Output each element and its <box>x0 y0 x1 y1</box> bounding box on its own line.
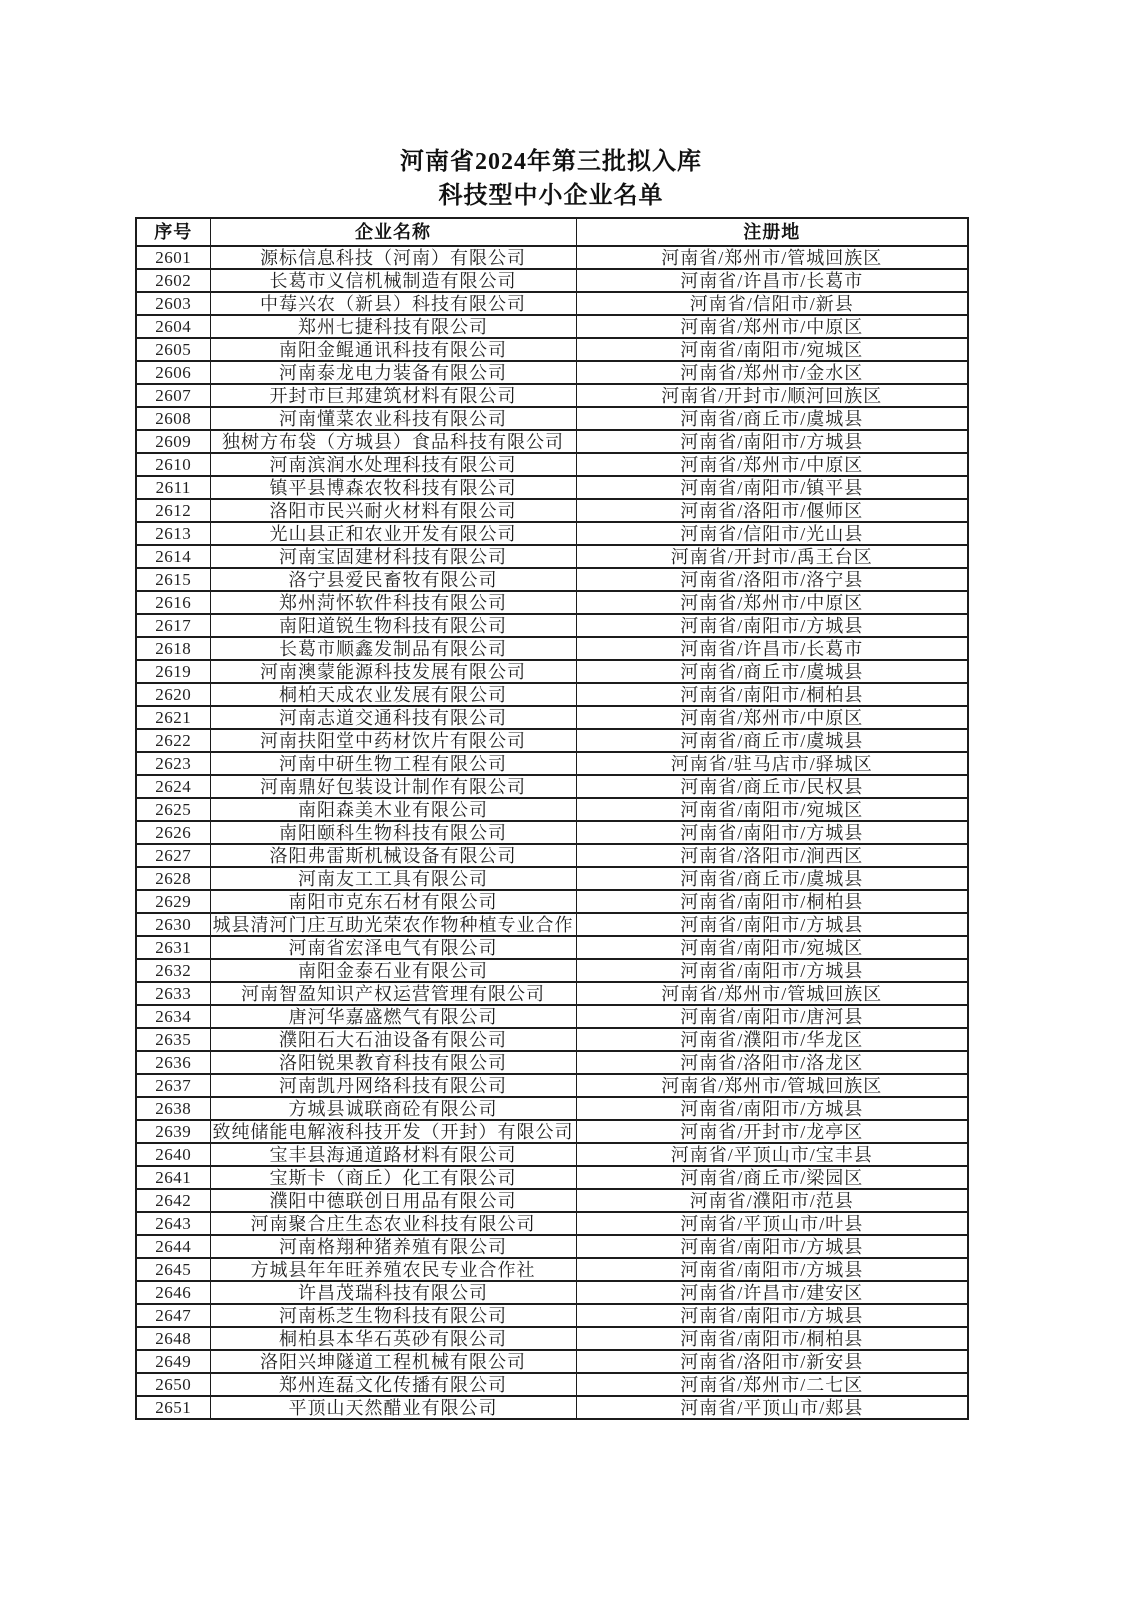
serial-cell: 2616 <box>136 591 210 614</box>
registration-cell: 河南省/开封市/顺河回族区 <box>576 384 968 407</box>
registration-cell: 河南省/濮阳市/华龙区 <box>576 1028 968 1051</box>
table-row <box>136 1051 968 1074</box>
company-name-cell: 南阳颐科生物科技有限公司 <box>210 821 576 844</box>
table-row <box>136 315 968 338</box>
table-row <box>136 821 968 844</box>
table-row <box>136 614 968 637</box>
table-row <box>136 1120 968 1143</box>
table-row <box>136 246 968 269</box>
company-name-cell: 源标信息科技（河南）有限公司 <box>210 246 576 269</box>
company-name-cell: 洛阳锐果教育科技有限公司 <box>210 1051 576 1074</box>
serial-cell: 2623 <box>136 752 210 775</box>
header-registration: 注册地 <box>576 218 968 246</box>
serial-cell: 2649 <box>136 1350 210 1373</box>
registration-cell: 河南省/南阳市/宛城区 <box>576 936 968 959</box>
company-name-cell: 南阳市克东石材有限公司 <box>210 890 576 913</box>
serial-cell: 2646 <box>136 1281 210 1304</box>
registration-cell: 河南省/商丘市/虞城县 <box>576 729 968 752</box>
serial-cell: 2610 <box>136 453 210 476</box>
serial-cell: 2615 <box>136 568 210 591</box>
table-header-row <box>136 218 968 246</box>
table-row <box>136 936 968 959</box>
company-name-cell: 开封市巨邦建筑材料有限公司 <box>210 384 576 407</box>
company-name-cell: 濮阳中德联创日用品有限公司 <box>210 1189 576 1212</box>
company-name-cell: 南阳金泰石业有限公司 <box>210 959 576 982</box>
serial-cell: 2622 <box>136 729 210 752</box>
title-line-1: 河南省2024年第三批拟入库 <box>400 149 702 175</box>
company-name-cell: 河南聚合庄生态农业科技有限公司 <box>210 1212 576 1235</box>
serial-cell: 2613 <box>136 522 210 545</box>
registration-cell: 河南省/南阳市/方城县 <box>576 1097 968 1120</box>
company-name-cell: 河南扶阳堂中药材饮片有限公司 <box>210 729 576 752</box>
table-row <box>136 522 968 545</box>
table-row <box>136 453 968 476</box>
company-name-cell: 郑州连磊文化传播有限公司 <box>210 1373 576 1396</box>
table-row <box>136 1143 968 1166</box>
serial-cell: 2605 <box>136 338 210 361</box>
table-row <box>136 430 968 453</box>
table-row <box>136 545 968 568</box>
registration-cell: 河南省/平顶山市/郏县 <box>576 1396 968 1419</box>
registration-cell: 河南省/南阳市/方城县 <box>576 821 968 844</box>
company-name-cell: 光山县正和农业开发有限公司 <box>210 522 576 545</box>
registration-cell: 河南省/洛阳市/洛龙区 <box>576 1051 968 1074</box>
table-row <box>136 1074 968 1097</box>
company-name-cell: 濮阳石大石油设备有限公司 <box>210 1028 576 1051</box>
serial-cell: 2643 <box>136 1212 210 1235</box>
table-row <box>136 1097 968 1120</box>
table-row <box>136 1212 968 1235</box>
table-row <box>136 1304 968 1327</box>
serial-cell: 2625 <box>136 798 210 821</box>
company-name-cell: 城县清河门庄互助光荣农作物种植专业合作 <box>210 913 576 936</box>
table-row <box>136 1028 968 1051</box>
company-name-cell: 河南泰龙电力装备有限公司 <box>210 361 576 384</box>
registration-cell: 河南省/郑州市/管城回族区 <box>576 982 968 1005</box>
registration-cell: 河南省/洛阳市/洛宁县 <box>576 568 968 591</box>
table-row <box>136 476 968 499</box>
serial-cell: 2612 <box>136 499 210 522</box>
table-row <box>136 1189 968 1212</box>
registration-cell: 河南省/南阳市/方城县 <box>576 614 968 637</box>
company-name-cell: 长葛市义信机械制造有限公司 <box>210 269 576 292</box>
serial-cell: 2606 <box>136 361 210 384</box>
company-name-cell: 洛阳弗雷斯机械设备有限公司 <box>210 844 576 867</box>
registration-cell: 河南省/平顶山市/宝丰县 <box>576 1143 968 1166</box>
company-name-cell: 桐柏县本华石英砂有限公司 <box>210 1327 576 1350</box>
company-name-cell: 宝丰县海通道路材料有限公司 <box>210 1143 576 1166</box>
company-table-body <box>136 246 968 1419</box>
registration-cell: 河南省/南阳市/桐柏县 <box>576 890 968 913</box>
table-row <box>136 292 968 315</box>
serial-cell: 2629 <box>136 890 210 913</box>
company-name-cell: 河南省宏泽电气有限公司 <box>210 936 576 959</box>
table-row <box>136 775 968 798</box>
registration-cell: 河南省/驻马店市/驿城区 <box>576 752 968 775</box>
registration-cell: 河南省/商丘市/梁园区 <box>576 1166 968 1189</box>
registration-cell: 河南省/许昌市/长葛市 <box>576 637 968 660</box>
table-row <box>136 1005 968 1028</box>
registration-cell: 河南省/洛阳市/偃师区 <box>576 499 968 522</box>
registration-cell: 河南省/南阳市/方城县 <box>576 959 968 982</box>
serial-cell: 2632 <box>136 959 210 982</box>
company-name-cell: 宝斯卡（商丘）化工有限公司 <box>210 1166 576 1189</box>
registration-cell: 河南省/许昌市/建安区 <box>576 1281 968 1304</box>
company-name-cell: 河南滨润水处理科技有限公司 <box>210 453 576 476</box>
table-row <box>136 361 968 384</box>
registration-cell: 河南省/南阳市/方城县 <box>576 1235 968 1258</box>
registration-cell: 河南省/商丘市/虞城县 <box>576 407 968 430</box>
document-page <box>135 0 967 1420</box>
registration-cell: 河南省/信阳市/新县 <box>576 292 968 315</box>
company-name-cell: 河南澳蒙能源科技发展有限公司 <box>210 660 576 683</box>
table-row <box>136 752 968 775</box>
registration-cell: 河南省/郑州市/二七区 <box>576 1373 968 1396</box>
registration-cell: 河南省/郑州市/金水区 <box>576 361 968 384</box>
table-row <box>136 1327 968 1350</box>
serial-cell: 2618 <box>136 637 210 660</box>
table-row <box>136 844 968 867</box>
serial-cell: 2603 <box>136 292 210 315</box>
table-row <box>136 660 968 683</box>
serial-cell: 2609 <box>136 430 210 453</box>
company-name-cell: 河南格翔种猪养殖有限公司 <box>210 1235 576 1258</box>
serial-cell: 2631 <box>136 936 210 959</box>
registration-cell: 河南省/郑州市/中原区 <box>576 453 968 476</box>
serial-cell: 2620 <box>136 683 210 706</box>
serial-cell: 2628 <box>136 867 210 890</box>
serial-cell: 2641 <box>136 1166 210 1189</box>
company-name-cell: 洛阳市民兴耐火材料有限公司 <box>210 499 576 522</box>
registration-cell: 河南省/南阳市/方城县 <box>576 1258 968 1281</box>
company-name-cell: 河南智盈知识产权运营管理有限公司 <box>210 982 576 1005</box>
company-name-cell: 河南懂菜农业科技有限公司 <box>210 407 576 430</box>
company-name-cell: 洛阳兴坤隧道工程机械有限公司 <box>210 1350 576 1373</box>
table-row <box>136 798 968 821</box>
table-row <box>136 499 968 522</box>
company-name-cell: 河南宝固建材科技有限公司 <box>210 545 576 568</box>
table-row <box>136 1235 968 1258</box>
header-company-name: 企业名称 <box>210 218 576 246</box>
company-name-cell: 河南栎芝生物科技有限公司 <box>210 1304 576 1327</box>
serial-cell: 2633 <box>136 982 210 1005</box>
registration-cell: 河南省/南阳市/镇平县 <box>576 476 968 499</box>
serial-cell: 2639 <box>136 1120 210 1143</box>
serial-cell: 2614 <box>136 545 210 568</box>
table-row <box>136 407 968 430</box>
serial-cell: 2611 <box>136 476 210 499</box>
serial-cell: 2642 <box>136 1189 210 1212</box>
serial-cell: 2601 <box>136 246 210 269</box>
company-name-cell: 洛宁县爱民畜牧有限公司 <box>210 568 576 591</box>
table-row <box>136 1373 968 1396</box>
table-row <box>136 683 968 706</box>
table-row <box>136 867 968 890</box>
company-name-cell: 唐河华嘉盛燃气有限公司 <box>210 1005 576 1028</box>
table-row <box>136 1350 968 1373</box>
serial-cell: 2638 <box>136 1097 210 1120</box>
company-table <box>135 217 969 1420</box>
table-row <box>136 982 968 1005</box>
registration-cell: 河南省/郑州市/管城回族区 <box>576 246 968 269</box>
table-row <box>136 1258 968 1281</box>
document-title <box>135 145 967 213</box>
serial-cell: 2634 <box>136 1005 210 1028</box>
registration-cell: 河南省/南阳市/方城县 <box>576 430 968 453</box>
registration-cell: 河南省/开封市/禹王台区 <box>576 545 968 568</box>
serial-cell: 2617 <box>136 614 210 637</box>
company-name-cell: 致纯储能电解液科技开发（开封）有限公司 <box>210 1120 576 1143</box>
table-row <box>136 384 968 407</box>
serial-cell: 2640 <box>136 1143 210 1166</box>
registration-cell: 河南省/郑州市/中原区 <box>576 706 968 729</box>
serial-cell: 2607 <box>136 384 210 407</box>
table-row <box>136 637 968 660</box>
serial-cell: 2647 <box>136 1304 210 1327</box>
registration-cell: 河南省/平顶山市/叶县 <box>576 1212 968 1235</box>
table-row <box>136 1281 968 1304</box>
registration-cell: 河南省/南阳市/唐河县 <box>576 1005 968 1028</box>
company-name-cell: 镇平县博森农牧科技有限公司 <box>210 476 576 499</box>
registration-cell: 河南省/郑州市/中原区 <box>576 315 968 338</box>
company-name-cell: 许昌茂瑞科技有限公司 <box>210 1281 576 1304</box>
registration-cell: 河南省/南阳市/宛城区 <box>576 798 968 821</box>
company-name-cell: 独树方布袋（方城县）食品科技有限公司 <box>210 430 576 453</box>
serial-cell: 2630 <box>136 913 210 936</box>
registration-cell: 河南省/南阳市/桐柏县 <box>576 683 968 706</box>
company-name-cell: 方城县年年旺养殖农民专业合作社 <box>210 1258 576 1281</box>
table-row <box>136 890 968 913</box>
company-name-cell: 河南中研生物工程有限公司 <box>210 752 576 775</box>
table-row <box>136 269 968 292</box>
table-row <box>136 959 968 982</box>
company-name-cell: 河南凯丹网络科技有限公司 <box>210 1074 576 1097</box>
serial-cell: 2626 <box>136 821 210 844</box>
serial-cell: 2602 <box>136 269 210 292</box>
serial-cell: 2651 <box>136 1396 210 1419</box>
company-name-cell: 方城县诚联商砼有限公司 <box>210 1097 576 1120</box>
serial-cell: 2645 <box>136 1258 210 1281</box>
serial-cell: 2635 <box>136 1028 210 1051</box>
registration-cell: 河南省/商丘市/虞城县 <box>576 867 968 890</box>
registration-cell: 河南省/洛阳市/新安县 <box>576 1350 968 1373</box>
table-row <box>136 1396 968 1419</box>
serial-cell: 2608 <box>136 407 210 430</box>
serial-cell: 2636 <box>136 1051 210 1074</box>
title-line-2: 科技型中小企业名单 <box>438 183 664 209</box>
company-name-cell: 桐柏天成农业发展有限公司 <box>210 683 576 706</box>
table-row <box>136 913 968 936</box>
serial-cell: 2650 <box>136 1373 210 1396</box>
registration-cell: 河南省/信阳市/光山县 <box>576 522 968 545</box>
registration-cell: 河南省/郑州市/管城回族区 <box>576 1074 968 1097</box>
company-name-cell: 河南志道交通科技有限公司 <box>210 706 576 729</box>
serial-cell: 2637 <box>136 1074 210 1097</box>
company-name-cell: 南阳金鲲通讯科技有限公司 <box>210 338 576 361</box>
serial-cell: 2627 <box>136 844 210 867</box>
table-row <box>136 338 968 361</box>
registration-cell: 河南省/商丘市/民权县 <box>576 775 968 798</box>
serial-cell: 2619 <box>136 660 210 683</box>
table-row <box>136 568 968 591</box>
table-row <box>136 706 968 729</box>
serial-cell: 2624 <box>136 775 210 798</box>
registration-cell: 河南省/濮阳市/范县 <box>576 1189 968 1212</box>
company-name-cell: 南阳森美木业有限公司 <box>210 798 576 821</box>
registration-cell: 河南省/郑州市/中原区 <box>576 591 968 614</box>
company-name-cell: 南阳道锐生物科技有限公司 <box>210 614 576 637</box>
table-row <box>136 729 968 752</box>
registration-cell: 河南省/许昌市/长葛市 <box>576 269 968 292</box>
company-name-cell: 河南友工工具有限公司 <box>210 867 576 890</box>
serial-cell: 2621 <box>136 706 210 729</box>
registration-cell: 河南省/商丘市/虞城县 <box>576 660 968 683</box>
table-row <box>136 591 968 614</box>
serial-cell: 2644 <box>136 1235 210 1258</box>
registration-cell: 河南省/开封市/龙亭区 <box>576 1120 968 1143</box>
company-name-cell: 长葛市顺鑫发制品有限公司 <box>210 637 576 660</box>
company-name-cell: 郑州菏怀软件科技有限公司 <box>210 591 576 614</box>
table-row <box>136 1166 968 1189</box>
registration-cell: 河南省/南阳市/桐柏县 <box>576 1327 968 1350</box>
registration-cell: 河南省/南阳市/方城县 <box>576 1304 968 1327</box>
company-name-cell: 平顶山天然醋业有限公司 <box>210 1396 576 1419</box>
registration-cell: 河南省/南阳市/宛城区 <box>576 338 968 361</box>
header-serial: 序号 <box>136 218 210 246</box>
registration-cell: 河南省/洛阳市/涧西区 <box>576 844 968 867</box>
registration-cell: 河南省/南阳市/方城县 <box>576 913 968 936</box>
company-name-cell: 郑州七捷科技有限公司 <box>210 315 576 338</box>
company-name-cell: 中莓兴农（新县）科技有限公司 <box>210 292 576 315</box>
company-name-cell: 河南鼎好包装设计制作有限公司 <box>210 775 576 798</box>
serial-cell: 2604 <box>136 315 210 338</box>
serial-cell: 2648 <box>136 1327 210 1350</box>
